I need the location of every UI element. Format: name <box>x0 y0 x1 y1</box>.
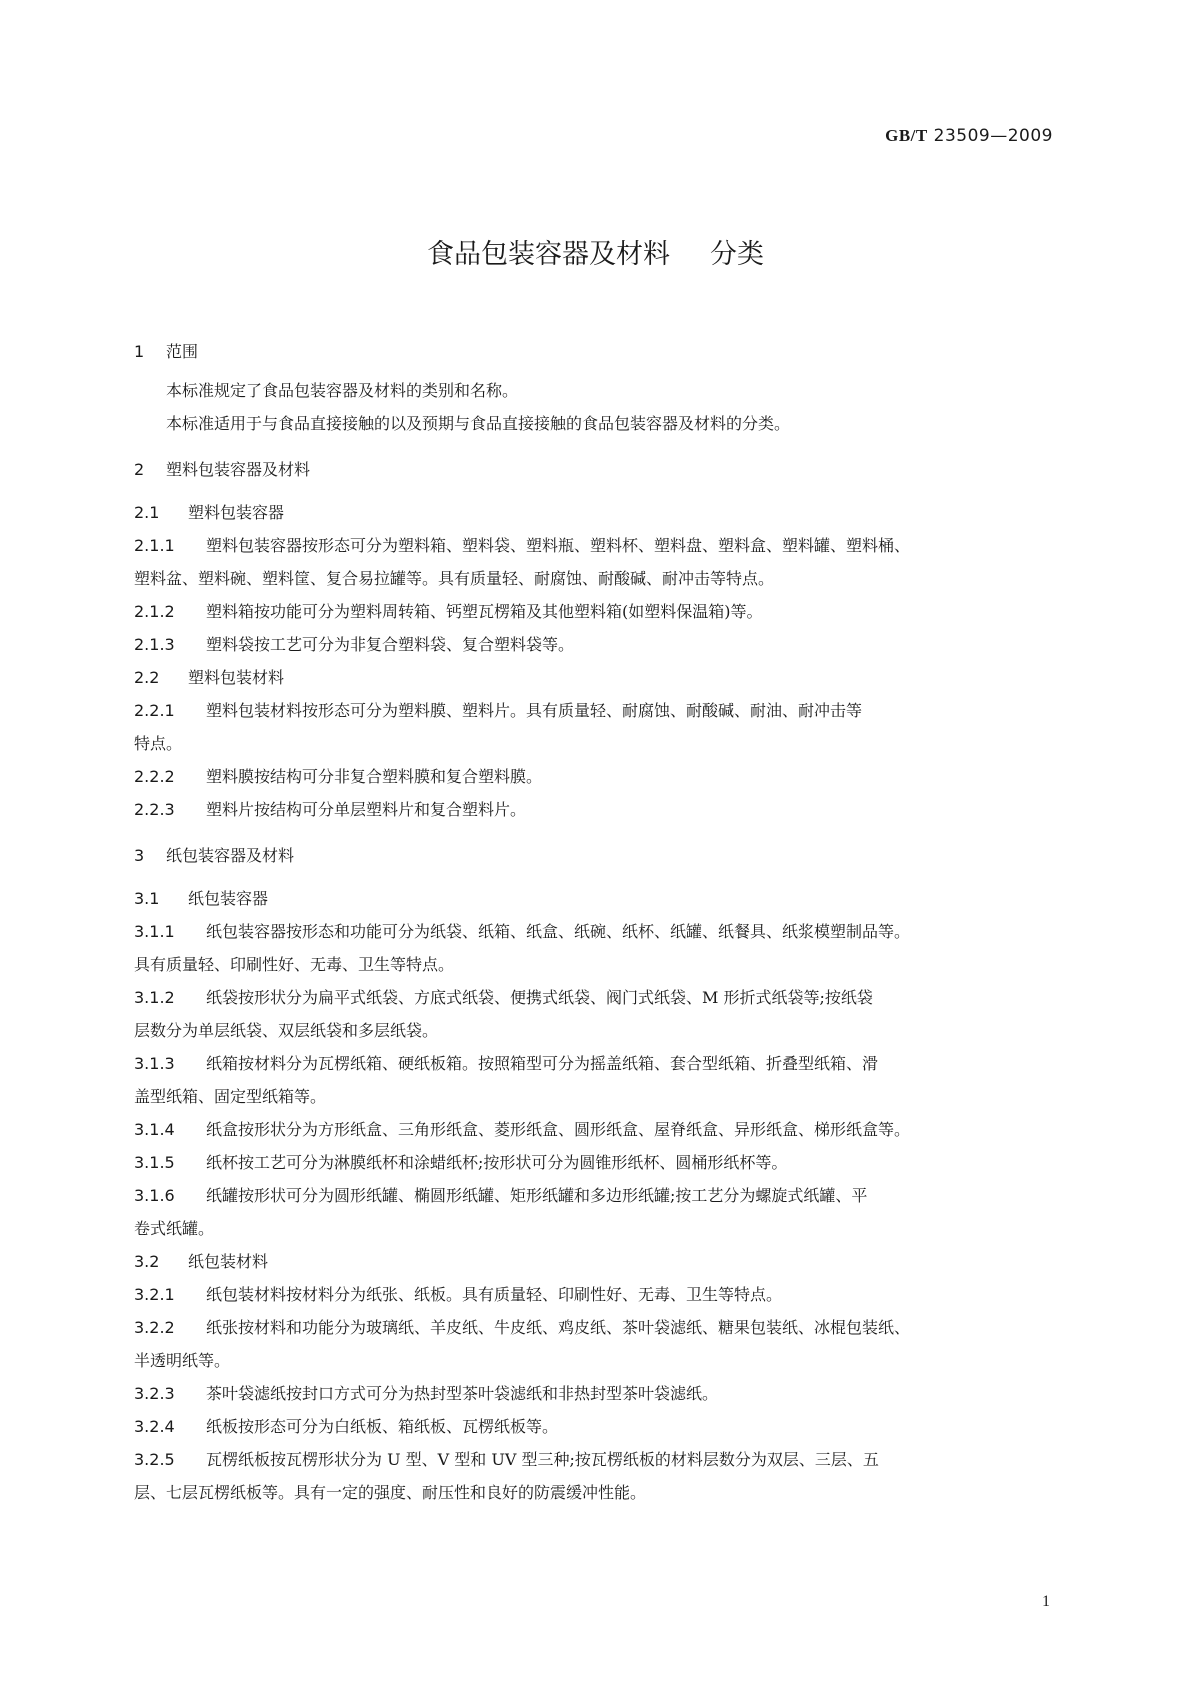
clause-number: 3.1.2 <box>134 988 175 1007</box>
clause-3-1-1 <box>134 915 1059 981</box>
subsection-3-2-heading <box>134 1245 1059 1278</box>
clause-2-1-2 <box>134 595 1059 628</box>
clause-text: 纸杯按工艺可分为淋膜纸杯和涂蜡纸杯;按形状可分为圆锥形纸杯、圆桶形纸杯等。 <box>206 1153 788 1172</box>
section-2-heading <box>134 458 1059 482</box>
subsection-number: 2.1 <box>134 503 160 522</box>
title-sub: 分类 <box>710 239 764 270</box>
subsection-title: 塑料包装材料 <box>188 668 285 687</box>
section-3-heading <box>134 844 1059 868</box>
clause-number: 3.2.4 <box>134 1417 175 1436</box>
clause-text: 具有质量轻、印刷性好、无毒、卫生等特点。 <box>134 955 455 974</box>
clause-number: 3.2.5 <box>134 1450 175 1469</box>
clause-text: 塑料膜按结构可分非复合塑料膜和复合塑料膜。 <box>206 767 543 786</box>
clause-number: 3.1.1 <box>134 922 175 941</box>
clause-3-1-4 <box>134 1113 1059 1146</box>
subsection-title: 纸包装材料 <box>188 1252 269 1271</box>
paragraph: 本标准规定了食品包装容器及材料的类别和名称。 <box>166 381 519 400</box>
section-number: 2 <box>134 460 145 479</box>
clause-number: 3.2.2 <box>134 1318 175 1337</box>
section-1-heading <box>134 340 1059 364</box>
clause-2-2-2 <box>134 760 1059 793</box>
clause-3-2-4 <box>134 1410 1059 1443</box>
document-title <box>0 232 1191 271</box>
clause-text: 半透明纸等。 <box>134 1351 231 1370</box>
subsection-number: 3.1 <box>134 889 160 908</box>
clause-text: 塑料片按结构可分单层塑料片和复合塑料片。 <box>206 800 527 819</box>
clause-3-2-5 <box>134 1443 1059 1509</box>
standard-code <box>885 126 1053 146</box>
section-number: 1 <box>134 342 145 361</box>
clause-text: 瓦楞纸板按瓦楞形状分为 U 型、V 型和 UV 型三种;按瓦楞纸板的材料层数分为双层、三层、五 <box>206 1450 879 1469</box>
subsection-3-1-heading <box>134 882 1059 915</box>
section-title: 塑料包装容器及材料 <box>166 460 311 479</box>
clause-3-1-6 <box>134 1179 1059 1245</box>
subsection-2-1-heading <box>134 496 1059 529</box>
clause-number: 2.1.2 <box>134 602 175 621</box>
clause-number: 2.2.3 <box>134 800 175 819</box>
clause-3-2-1 <box>134 1278 1059 1311</box>
clause-number: 2.1.1 <box>134 536 175 555</box>
subsection-2-2-heading <box>134 661 1059 694</box>
subsection-number: 2.2 <box>134 668 160 687</box>
clause-text: 纸盒按形状分为方形纸盒、三角形纸盒、菱形纸盒、圆形纸盒、屋脊纸盒、异形纸盒、梯形纸盒等。 <box>206 1120 911 1139</box>
document-body <box>134 340 1059 1509</box>
title-main: 食品包装容器及材料 <box>427 239 670 270</box>
clause-number: 2.2.2 <box>134 767 175 786</box>
clause-text: 茶叶袋滤纸按封口方式可分为热封型茶叶袋滤纸和非热封型茶叶袋滤纸。 <box>206 1384 719 1403</box>
clause-text: 塑料盆、塑料碗、塑料筐、复合易拉罐等。具有质量轻、耐腐蚀、耐酸碱、耐冲击等特点。 <box>134 569 775 588</box>
clause-text: 塑料包装材料按形态可分为塑料膜、塑料片。具有质量轻、耐腐蚀、耐酸碱、耐油、耐冲击等 <box>206 701 863 720</box>
subsection-title: 纸包装容器 <box>188 889 269 908</box>
clause-2-2-3 <box>134 793 1059 826</box>
page-number: 1 <box>1042 1593 1050 1610</box>
clause-number: 3.2.1 <box>134 1285 175 1304</box>
clause-text: 纸包装材料按材料分为纸张、纸板。具有质量轻、印刷性好、无毒、卫生等特点。 <box>206 1285 783 1304</box>
clause-text: 塑料袋按工艺可分为非复合塑料袋、复合塑料袋等。 <box>206 635 575 654</box>
clause-text: 纸板按形态可分为白纸板、箱纸板、瓦楞纸板等。 <box>206 1417 559 1436</box>
clause-text: 纸箱按材料分为瓦楞纸箱、硬纸板箱。按照箱型可分为摇盖纸箱、套合型纸箱、折叠型纸箱、滑 <box>206 1054 879 1073</box>
clause-number: 3.2.3 <box>134 1384 175 1403</box>
clause-2-1-1 <box>134 529 1059 595</box>
clause-text: 纸袋按形状分为扁平式纸袋、方底式纸袋、便携式纸袋、阀门式纸袋、M 形折式纸袋等;按纸袋 <box>206 988 873 1007</box>
clause-number: 3.1.4 <box>134 1120 175 1139</box>
clause-3-1-5 <box>134 1146 1059 1179</box>
clause-3-1-3 <box>134 1047 1059 1113</box>
standard-number: 23509—2009 <box>933 126 1053 146</box>
clause-number: 2.1.3 <box>134 635 175 654</box>
clause-2-1-3 <box>134 628 1059 661</box>
clause-text: 塑料箱按功能可分为塑料周转箱、钙塑瓦楞箱及其他塑料箱(如塑料保温箱)等。 <box>206 602 763 621</box>
clause-number: 3.1.5 <box>134 1153 175 1172</box>
subsection-title: 塑料包装容器 <box>188 503 285 522</box>
section-title: 范围 <box>166 342 199 361</box>
clause-number: 2.2.1 <box>134 701 175 720</box>
paragraph: 本标准适用于与食品直接接触的以及预期与食品直接接触的食品包装容器及材料的分类。 <box>166 414 791 433</box>
clause-3-1-2 <box>134 981 1059 1047</box>
clause-text: 卷式纸罐。 <box>134 1219 215 1238</box>
clause-text: 特点。 <box>134 734 183 753</box>
clause-number: 3.1.3 <box>134 1054 175 1073</box>
standard-prefix: GB/T <box>885 126 928 145</box>
subsection-number: 3.2 <box>134 1252 160 1271</box>
clause-2-2-1 <box>134 694 1059 760</box>
clause-text: 纸张按材料和功能分为玻璃纸、羊皮纸、牛皮纸、鸡皮纸、茶叶袋滤纸、糖果包装纸、冰棍包装纸、 <box>206 1318 911 1337</box>
clause-3-2-3 <box>134 1377 1059 1410</box>
clause-3-2-2 <box>134 1311 1059 1377</box>
clause-text: 纸罐按形状可分为圆形纸罐、椭圆形纸罐、矩形纸罐和多边形纸罐;按工艺分为螺旋式纸罐、平 <box>206 1186 868 1205</box>
section-number: 3 <box>134 846 145 865</box>
clause-number: 3.1.6 <box>134 1186 175 1205</box>
clause-text: 塑料包装容器按形态可分为塑料箱、塑料袋、塑料瓶、塑料杯、塑料盘、塑料盒、塑料罐、塑料桶、 <box>206 536 911 555</box>
clause-text: 层、七层瓦楞纸板等。具有一定的强度、耐压性和良好的防震缓冲性能。 <box>134 1483 647 1502</box>
clause-text: 纸包装容器按形态和功能可分为纸袋、纸箱、纸盒、纸碗、纸杯、纸罐、纸餐具、纸浆模塑制品等。 <box>206 922 911 941</box>
section-title: 纸包装容器及材料 <box>166 846 295 865</box>
clause-text: 盖型纸箱、固定型纸箱等。 <box>134 1087 327 1106</box>
clause-text: 层数分为单层纸袋、双层纸袋和多层纸袋。 <box>134 1021 439 1040</box>
